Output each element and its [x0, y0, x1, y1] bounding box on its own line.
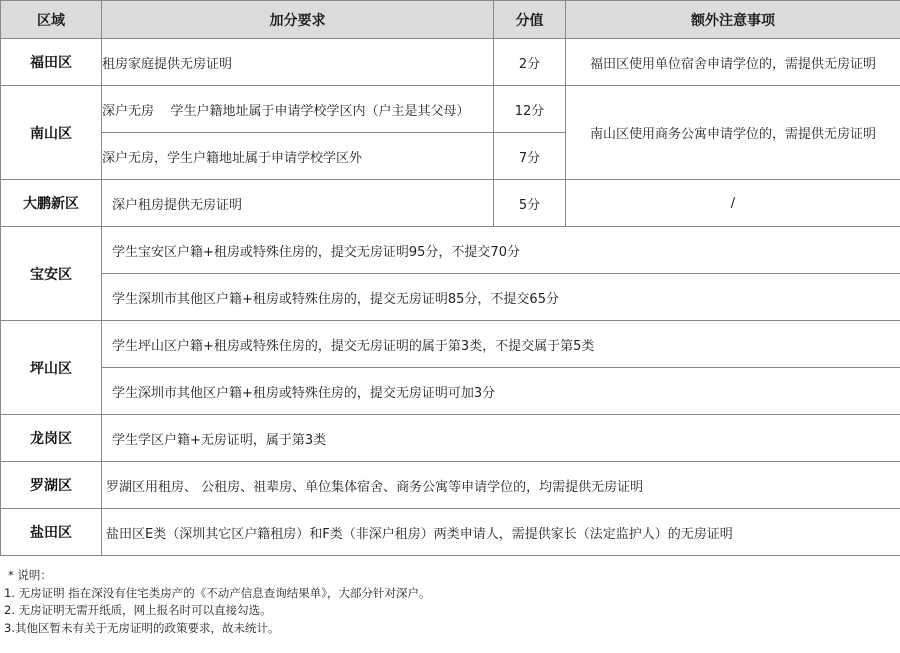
district-cell: 南山区: [1, 86, 102, 180]
district-cell: 福田区: [1, 39, 102, 86]
table-row-nanshan-1: [1, 86, 900, 133]
table-row-futian: [1, 39, 900, 86]
table-row-longgang: [1, 415, 900, 462]
score-cell: 7分: [494, 133, 566, 180]
district-cell: 坪山区: [1, 321, 102, 415]
footnote: [0, 567, 900, 637]
requirement-cell: 深户无房 学生户籍地址属于申请学校学区内（户主是其父母）: [102, 86, 494, 133]
footnote-title: * 说明：: [8, 568, 52, 582]
requirement-cell: 学生深圳市其他区户籍+租房或特殊住房的，提交无房证明可加3分: [102, 368, 900, 415]
table-row-pingshan-1: [1, 321, 900, 368]
district-cell: 盐田区: [1, 509, 102, 556]
footnote-line: 3.其他区暂未有关于无房证明的政策要求，故未统计。: [4, 620, 280, 635]
requirement-cell: 租房家庭提供无房证明: [102, 39, 494, 86]
district-cell: 大鹏新区: [1, 180, 102, 227]
requirement-cell: 深户无房，学生户籍地址属于申请学校学区外: [102, 133, 494, 180]
header-district: 区域: [1, 1, 102, 39]
footnote-line: 2. 无房证明无需开纸质，网上报名时可以直接勾选。: [4, 603, 272, 617]
score-cell: 2分: [494, 39, 566, 86]
requirement-cell: 深户租房提供无房证明: [102, 180, 494, 227]
requirement-cell: 学生学区户籍+无房证明，属于第3类: [102, 415, 900, 462]
table-row-baoan-1: [1, 227, 900, 274]
requirement-cell: 盐田区E类（深圳其它区户籍租房）和F类（非深户租房）两类申请人，需提供家长（法定监护人）的无房证明: [102, 509, 900, 556]
requirement-cell: 学生深圳市其他区户籍+租房或特殊住房的，提交无房证明85分，不提交65分: [102, 274, 900, 321]
header-score: 分值: [494, 1, 566, 39]
table-row-dapeng: [1, 180, 900, 227]
score-cell: 12分: [494, 86, 566, 133]
table-row-luohu: [1, 462, 900, 509]
header-notes: 额外注意事项: [566, 1, 900, 39]
score-cell: 5分: [494, 180, 566, 227]
requirement-cell: 罗湖区用租房、 公租房、祖辈房、单位集体宿舍、商务公寓等申请学位的，均需提供无房证明: [102, 462, 900, 509]
note-cell: 南山区使用商务公寓申请学位的，需提供无房证明: [566, 86, 900, 180]
district-cell: 宝安区: [1, 227, 102, 321]
table-row-baoan-2: [1, 274, 900, 321]
table-header-row: [1, 1, 900, 39]
table-row-pingshan-2: [1, 368, 900, 415]
note-cell: 福田区使用单位宿舍申请学位的，需提供无房证明: [566, 39, 900, 86]
footnote-line: 1. 无房证明 指在深没有住宅类房产的《不动产信息查询结果单》，大部分针对深户。: [4, 585, 431, 600]
district-cell: 罗湖区: [1, 462, 102, 509]
requirement-cell: 学生坪山区户籍+租房或特殊住房的，提交无房证明的属于第3类，不提交属于第5类: [102, 321, 900, 368]
header-requirement: 加分要求: [102, 1, 494, 39]
table-row-yantian: [1, 509, 900, 556]
requirement-cell: 学生宝安区户籍+租房或特殊住房的，提交无房证明95分，不提交70分: [102, 227, 900, 274]
district-cell: 龙岗区: [1, 415, 102, 462]
note-cell: /: [566, 180, 900, 227]
